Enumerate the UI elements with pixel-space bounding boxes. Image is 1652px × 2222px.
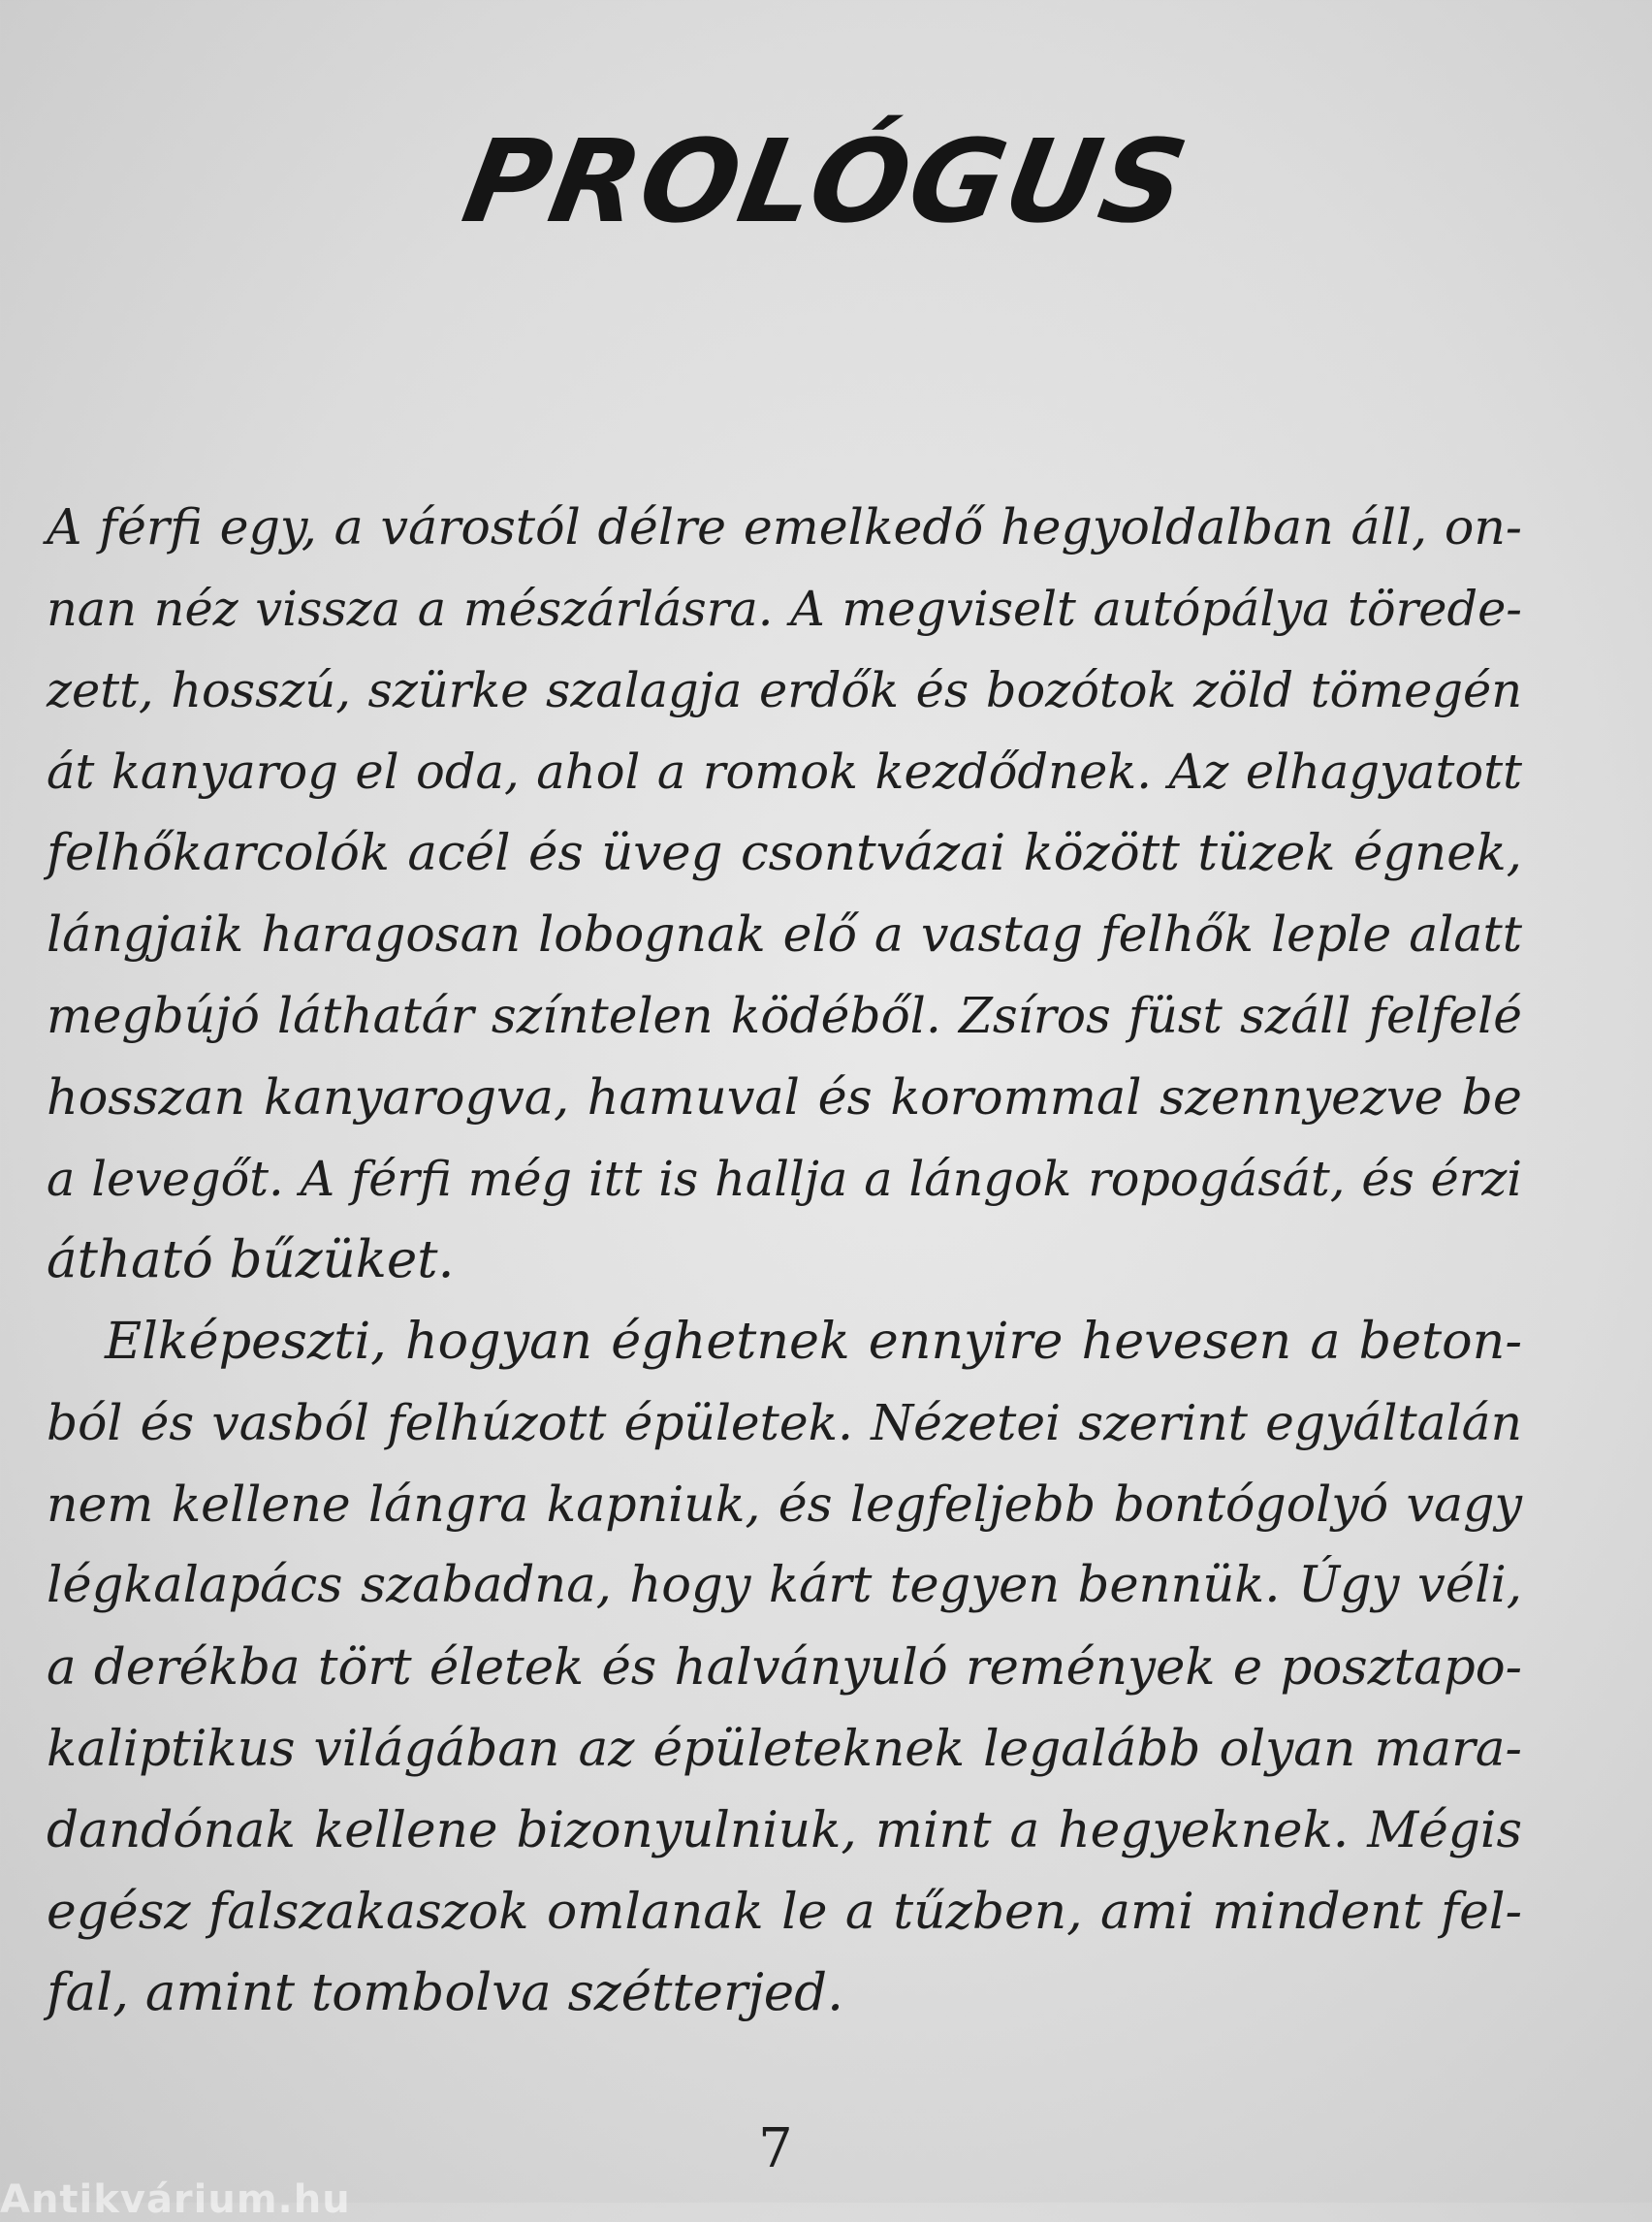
text-line: egész falszakaszok omlanak le a tűzben, ami mindent fel-	[47, 1883, 1522, 1941]
text-line: át kanyarog el oda, ahol a romok kezdődnek. Az elhagyatott	[47, 744, 1522, 800]
text-line: átható bűzüket.	[47, 1230, 455, 1289]
text-line: a derékba tört életek és halványuló remények e posztapo-	[47, 1638, 1522, 1697]
text-line: ból és vasból felhúzott épületek. Nézetei szerint egyáltalán	[47, 1394, 1522, 1451]
text-line: dandónak kellene bizonyulniuk, mint a hegyeknek. Mégis	[47, 1801, 1522, 1859]
text-line: zett, hosszú, szürke szalagja erdők és bozótok zöld tömegén	[47, 662, 1522, 718]
text-line: a levegőt. A férfi még itt is hallja a lángok ropogását, és érzi	[47, 1151, 1522, 1207]
text-line: légkalapács szabadna, hogy kárt tegyen bennük. Úgy véli,	[47, 1557, 1522, 1614]
paragraph-1	[47, 487, 1522, 1301]
text-line: nem kellene lángra kapniuk, és legfeljebb bontógolyó vagy	[47, 1476, 1522, 1533]
text-line: megbújó láthatár színtelen ködéből. Zsíros füst száll felfelé	[47, 987, 1522, 1044]
text-line: A férfi egy, a várostól délre emelkedő hegyoldalban áll, on-	[47, 498, 1522, 556]
page-number: 7	[758, 2117, 793, 2180]
body-text	[47, 487, 1522, 2034]
text-line: nan néz vissza a mészárlásra. A megviselt autópálya törede-	[47, 581, 1522, 637]
watermark: Antikvárium.hu	[0, 2177, 351, 2222]
text-line: Elképeszti, hogyan éghetnek ennyire hevesen a beton-	[105, 1312, 1522, 1371]
text-line: hosszan kanyarogva, hamuval és korommal szennyezve be	[47, 1068, 1522, 1126]
text-line: kaliptikus világában az épületeknek legalább olyan mara-	[47, 1720, 1522, 1778]
chapter-title: PROLÓGUS	[454, 114, 1198, 248]
paragraph-2	[47, 1301, 1522, 2034]
text-line: fal, amint tombolva szétterjed.	[47, 1963, 843, 2022]
text-line: lángjaik haragosan lobognak elő a vastag felhők leple alatt	[47, 905, 1522, 963]
text-line: felhőkarcolók acél és üveg csontvázai között tüzek égnek,	[47, 824, 1522, 882]
